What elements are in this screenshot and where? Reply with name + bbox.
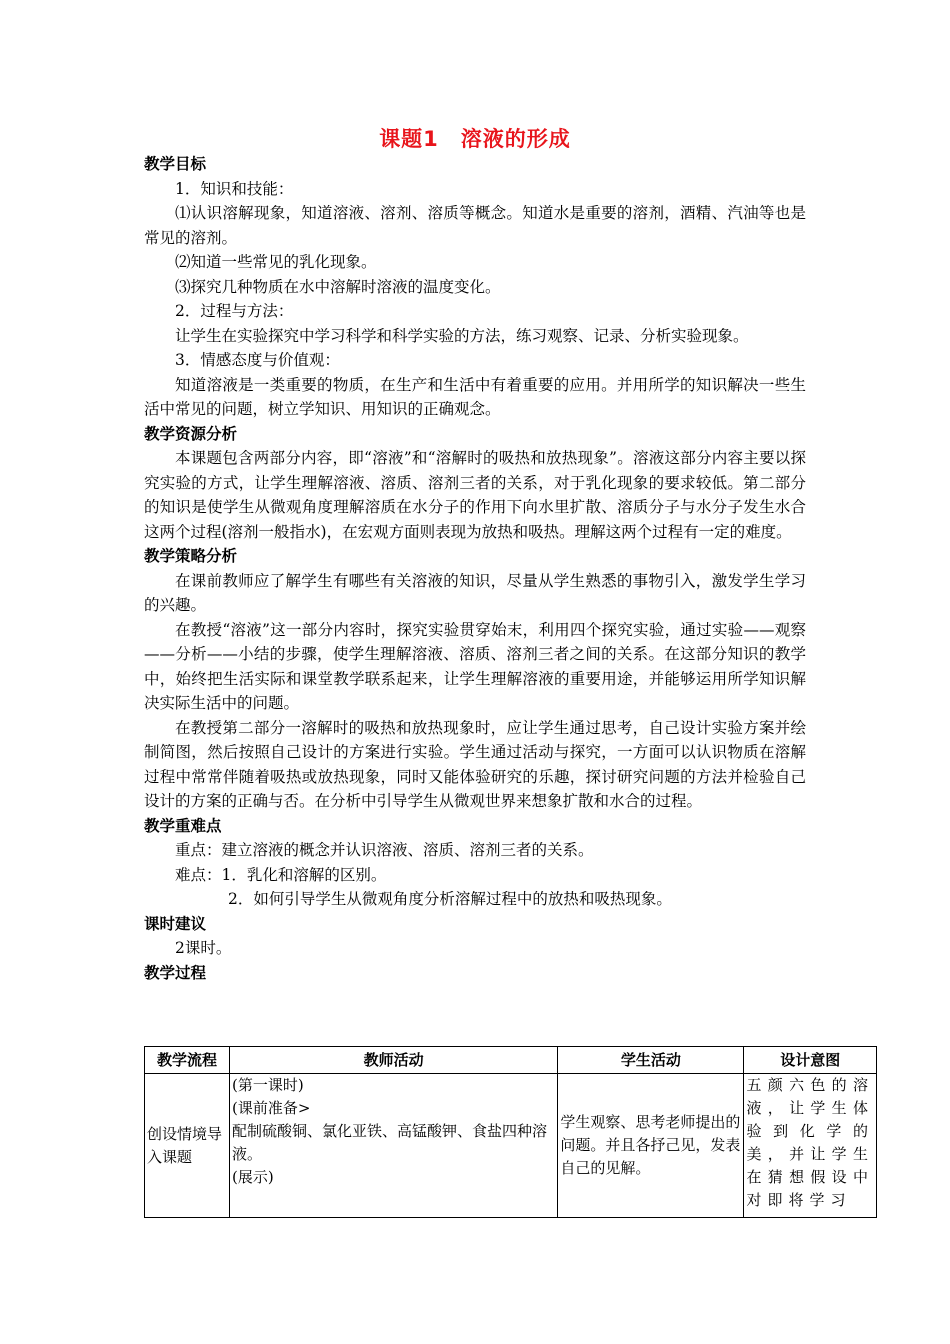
table-header-intent: 设计意图 bbox=[744, 1047, 877, 1074]
goal-knowledge-2: ⑵知道一些常见的乳化现象。 bbox=[175, 253, 377, 271]
teacher-line-1: (第一课时) bbox=[232, 1076, 304, 1094]
cell-teacher bbox=[230, 1074, 558, 1218]
teacher-line-2: (课前准备> bbox=[232, 1099, 311, 1117]
section-heading-goals: 教学目标 bbox=[144, 155, 207, 173]
goal-knowledge-3: ⑶探究几种物质在水中溶解时溶液的温度变化。 bbox=[175, 277, 501, 296]
goal-process-1: 让学生在实验探究中学习科学和科学实验的方法，练习观察、记录、分析实验现象。 bbox=[175, 326, 749, 345]
goal-emotion-1: 知道溶液是一类重要的物质，在生产和生活中有着重要的应用。并用所学的知识解决一些生活中常见的问题，树立学知识、用知识的正确观念。 bbox=[144, 375, 806, 418]
hours-text: 2课时。 bbox=[175, 939, 232, 957]
section-heading-resources: 教学资源分析 bbox=[144, 424, 238, 443]
strategy-paragraph-3: 在教授第二部分一溶解时的吸热和放热现象时，应让学生通过思考，自己设计实验方案并绘制简图，然后按照自己设计的方案进行实验。学生通过活动与探究，一方面可以认识物质在溶解过程中常常伴随着吸热或放热现象，同时又能体验研究的乐趣，探讨研究问题的方法并检验自己设计的方案的正确与否。在分析中引导学生从微观世界来想象扩散和水合的过程。 bbox=[144, 718, 806, 810]
cell-student bbox=[558, 1074, 744, 1218]
resources-text: 本课题包含两部分内容，即“溶液”和“溶解时的吸热和放热现象”。溶液这部分内容主要以探究实验的方式，让学生理解溶液、溶质、溶剂三者的关系，对于乳化现象的要求较低。第二部分的知识是使学生从微观角度理解溶质在水分子的作用下向水里扩散、溶质分子与水分子发生水合这两个过程(溶剂一般指水)，在宏观方面则表现为放热和吸热。理解这两个过程有一定的难度。 bbox=[144, 449, 806, 541]
table-header-student: 学生活动 bbox=[558, 1047, 744, 1074]
cell-flow-text: 创设情境导入课题 bbox=[147, 1124, 223, 1166]
cell-intent bbox=[744, 1074, 877, 1218]
key-difficulty-2: 2．如何引导学生从微观角度分析溶解过程中的放热和吸热现象。 bbox=[228, 890, 672, 908]
process-table bbox=[144, 1046, 877, 1218]
cell-flow bbox=[145, 1074, 230, 1218]
table-header-flow: 教学流程 bbox=[145, 1047, 230, 1074]
goal-emotion-title: 3．情感态度与价值观： bbox=[175, 351, 340, 369]
strategy-paragraph-2: 在教授“溶液”这一部分内容时，探究实验贯穿始末，利用四个探究实验，通过实验——观察——分析——小结的步骤，使学生理解溶液、溶质、溶剂三者之间的关系。在这部分知识的教学中，始终把生活实际和课堂教学联系起来，让学生理解溶液的重要用途，并能够运用所学知识解决实际生活中的问题。 bbox=[144, 620, 806, 712]
goal-process-title: 2．过程与方法： bbox=[175, 302, 294, 320]
goal-knowledge-1: ⑴认识溶解现象，知道溶液、溶剂、溶质等概念。知道水是重要的溶剂，酒精、汽油等也是常见的溶剂。 bbox=[144, 204, 806, 247]
strategy-paragraph-1: 在课前教师应了解学生有哪些有关溶液的知识，尽量从学生熟悉的事物引入，激发学生学习的兴趣。 bbox=[144, 571, 806, 614]
section-heading-hours: 课时建议 bbox=[144, 914, 207, 933]
table-header-teacher: 教师活动 bbox=[230, 1047, 558, 1074]
table-row bbox=[145, 1074, 877, 1218]
section-heading-process: 教学过程 bbox=[144, 963, 207, 982]
goal-knowledge-title: 1．知识和技能： bbox=[175, 179, 294, 198]
section-heading-key: 教学重难点 bbox=[144, 816, 222, 835]
cell-intent-text: 五颜六色的溶液，让学生体验到化学的美，并让学生在猜想假设中对即将学习 bbox=[746, 1076, 874, 1209]
key-focus: 重点：建立溶液的概念并认识溶液、溶质、溶剂三者的关系。 bbox=[175, 841, 594, 859]
document-body bbox=[144, 152, 806, 985]
teacher-line-4: (展示) bbox=[232, 1168, 274, 1186]
cell-student-text: 学生观察、思考老师提出的问题。并且各抒己见，发表自己的见解。 bbox=[560, 1113, 741, 1177]
page-title: 课题1 溶液的形成 bbox=[379, 127, 571, 151]
teacher-line-3: 配制硫酸铜、氯化亚铁、高锰酸钾、食盐四种溶液。 bbox=[232, 1122, 548, 1163]
table-header-row bbox=[145, 1047, 877, 1074]
section-heading-strategy: 教学策略分析 bbox=[144, 547, 238, 565]
key-difficulty-1: 难点：1．乳化和溶解的区别。 bbox=[175, 865, 387, 884]
